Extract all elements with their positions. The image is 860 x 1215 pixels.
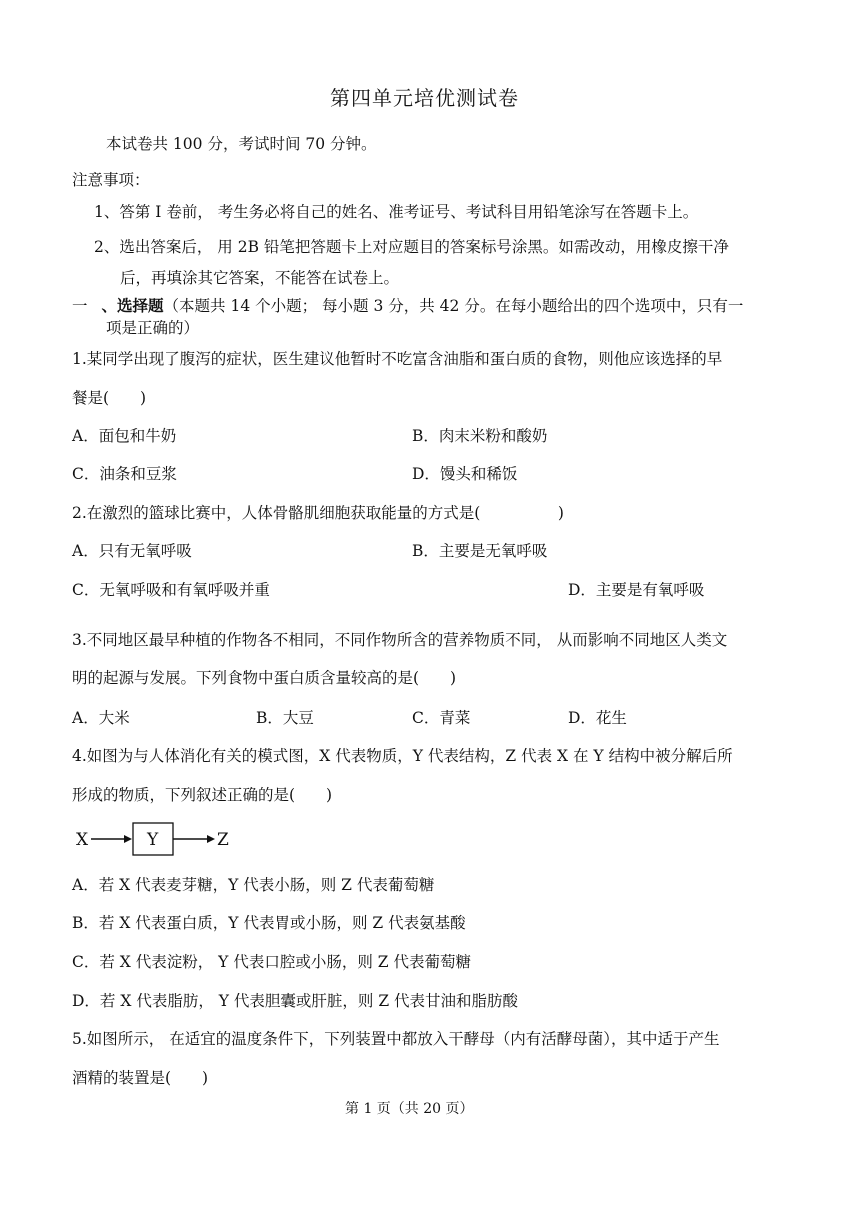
section-description-continued: 项是正确的） <box>106 319 200 337</box>
question-2-option-b: B．主要是无氧呼吸 <box>412 542 548 560</box>
question-1-option-b: B．肉末米粉和酸奶 <box>412 427 548 445</box>
section-description: （本题共 14 个小题； 每小题 3 分，共 42 分。在每小题给出的四个选项中，只有一 <box>163 297 744 315</box>
question-2-option-a: A．只有无氧呼吸 <box>72 542 192 560</box>
question-3-option-b: B．大豆 <box>256 709 314 727</box>
question-2-option-c: C．无氧呼吸和有氧呼吸并重 <box>72 581 270 599</box>
notes-heading: 注意事项： <box>72 171 150 189</box>
note-item-continued: 后，再填涂其它答案，不能答在试卷上。 <box>120 269 400 287</box>
question-4-option-c: C．若 X 代表淀粉， Y 代表口腔或小肠，则 Z 代表葡萄糖 <box>72 953 471 971</box>
question-4-option-d: D．若 X 代表脂肪， Y 代表胆囊或肝脏，则 Z 代表甘油和脂肪酸 <box>72 992 519 1010</box>
page-footer: 第 1 页（共 20 页） <box>345 1101 474 1117</box>
question-3-option-a: A．大米 <box>72 709 130 727</box>
question-5-stem-continued: 酒精的装置是( ) <box>72 1069 209 1087</box>
question-1-option-a: A．面包和牛奶 <box>72 427 177 445</box>
note-item: 1、答第 I 卷前， 考生务必将自己的姓名、准考证号、考试科目用铅笔涂写在答题卡上。 <box>94 203 699 221</box>
question-1-stem-continued: 餐是( ) <box>72 389 147 407</box>
question-3-option-d: D．花生 <box>568 709 627 727</box>
arrowhead-icon <box>207 835 215 843</box>
question-1-option-d: D．馒头和稀饭 <box>412 465 518 483</box>
question-3-option-c: C．青菜 <box>412 709 471 727</box>
arrowhead-icon <box>124 835 132 843</box>
exam-intro: 本试卷共 100 分，考试时间 70 分钟。 <box>106 135 377 153</box>
section-heading <box>72 296 743 316</box>
question-5-stem: 5.如图所示， 在适宜的温度条件下，下列装置中都放入干酵母（内有活酵母菌），其中适于产生 <box>72 1030 720 1048</box>
question-4-stem-continued: 形成的物质，下列叙述正确的是( ) <box>72 786 333 804</box>
question-1-stem: 1.某同学出现了腹泻的症状，医生建议他暂时不吃富含油脂和蛋白质的食物，则他应该选择的早 <box>72 350 723 368</box>
section-number: 一 <box>72 297 88 315</box>
question-2-stem: 2.在激烈的篮球比赛中，人体骨骼肌细胞获取能量的方式是( ) <box>72 504 564 522</box>
page-title: 第四单元培优测试卷 <box>330 86 519 110</box>
question-3-stem: 3.不同地区最早种植的作物各不相同，不同作物所含的营养物质不同， 从而影响不同地区人类文 <box>72 631 728 649</box>
diagram-y-label: Y <box>147 830 159 850</box>
question-3-stem-continued: 明的起源与发展。下列食物中蛋白质含量较高的是( ) <box>72 669 457 687</box>
diagram-z-label: Z <box>217 830 229 850</box>
question-1-option-c: C．油条和豆浆 <box>72 465 177 483</box>
note-item: 2、选出答案后， 用 2B 铅笔把答题卡上对应题目的答案标号涂黑。如需改动，用橡皮擦干净 <box>94 238 729 256</box>
diagram-x-label: X <box>76 830 89 850</box>
question-4-option-a: A．若 X 代表麦芽糖，Y 代表小肠，则 Z 代表葡萄糖 <box>72 876 435 894</box>
digestion-flow-diagram <box>72 820 242 860</box>
question-4-stem: 4.如图为与人体消化有关的模式图，X 代表物质，Y 代表结构，Z 代表 X 在 Y 结构中被分解后所 <box>72 747 733 765</box>
question-4-option-b: B．若 X 代表蛋白质，Y 代表胃或小肠，则 Z 代表氨基酸 <box>72 914 466 932</box>
question-2-option-d: D．主要是有氧呼吸 <box>568 581 705 599</box>
section-label: 、选择题 <box>101 296 164 315</box>
